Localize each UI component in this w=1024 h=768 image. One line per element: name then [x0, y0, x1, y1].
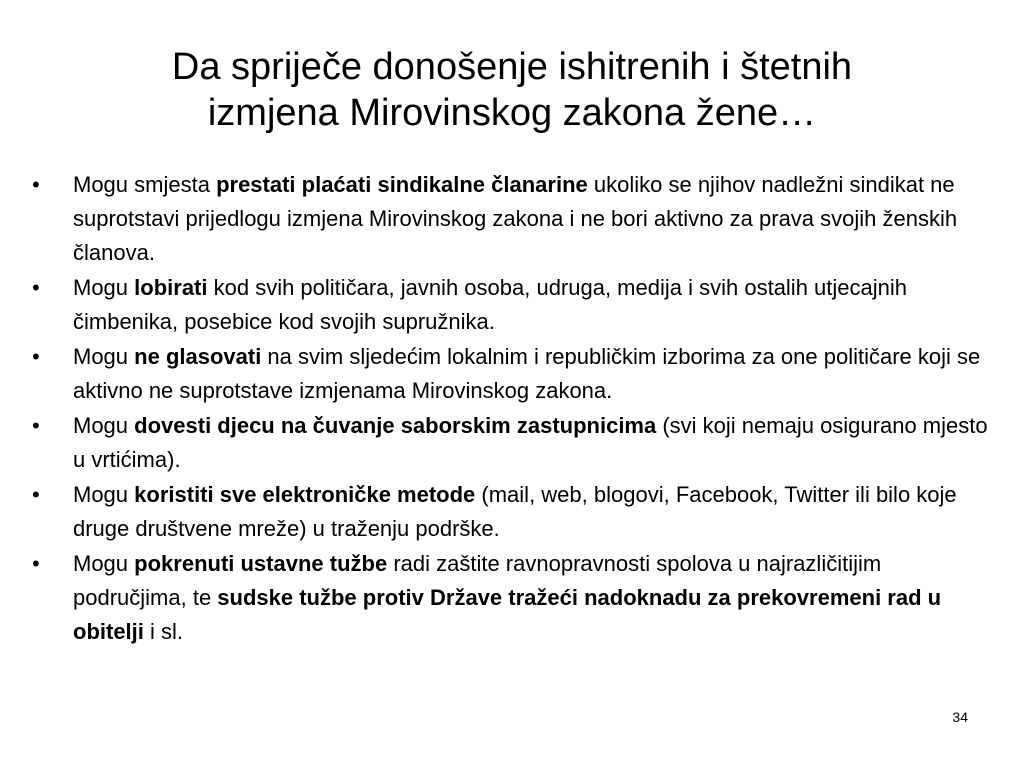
- bullet-dot-icon: •: [32, 551, 40, 576]
- bullet-text: i sl.: [143, 619, 184, 644]
- slide-title-line-2: izmjena Mirovinskog zakona žene…: [207, 92, 817, 134]
- bullet-dot-icon: •: [32, 413, 40, 438]
- bullet-text: Mogu: [73, 551, 135, 576]
- bullet-item: [30, 409, 996, 477]
- bullet-text: Mogu: [73, 275, 135, 300]
- bullet-emphasis: ne glasovati: [134, 344, 262, 369]
- bullet-list: [30, 168, 996, 650]
- slide-title-line-1: Da spriječe donošenje ishitrenih i štetnih: [171, 46, 853, 88]
- bullet-dot-icon: •: [32, 275, 40, 300]
- slide-title: [60, 44, 964, 136]
- bullet-text: na svim sljedećim lokalnim i republičkim izborima za one političare koji se aktivno ne suprotstave izmjenama Mirovinskog zakona.: [73, 344, 981, 403]
- bullet-text: (svi koji nemaju osigurano mjesto u vrtićima).: [73, 413, 988, 472]
- bullet-text: radi zaštite ravnopravnosti spolova u najrazličitijim područjima, te: [73, 551, 882, 610]
- bullet-text: kod svih političara, javnih osoba, udruga, medija i svih ostalih utjecajnih čimbenika, posebice kod svojih supružnika.: [73, 275, 907, 334]
- bullet-emphasis: sudske tužbe protiv Države tražeći nadoknadu za prekovremeni rad u obitelji: [73, 585, 942, 644]
- bullet-emphasis: koristiti sve elektroničke metode: [134, 482, 476, 507]
- bullet-text: (mail, web, blogovi, Facebook, Twitter ili bilo koje druge društvene mreže) u traženju podrške.: [73, 482, 957, 541]
- bullet-text: Mogu: [73, 482, 135, 507]
- page-number: 34: [952, 709, 968, 725]
- bullet-item: [30, 168, 996, 270]
- bullet-text: ukoliko se njihov nadležni sindikat ne suprotstavi prijedlogu izmjena Mirovinskog zakona i ne bori aktivno za prava svojih ženskih članova.: [73, 172, 958, 265]
- bullet-emphasis: pokrenuti ustavne tužbe: [134, 551, 388, 576]
- bullet-text: Mogu smjesta: [73, 172, 217, 197]
- bullet-emphasis: dovesti djecu na čuvanje saborskim zastupnicima: [134, 413, 657, 438]
- bullet-emphasis: prestati plaćati sindikalne članarine: [216, 172, 588, 197]
- bullet-item: [30, 478, 996, 546]
- bullet-item: [30, 271, 996, 339]
- bullet-dot-icon: •: [32, 172, 40, 197]
- bullet-text: Mogu: [73, 413, 135, 438]
- bullet-dot-icon: •: [32, 344, 40, 369]
- bullet-item: [30, 340, 996, 408]
- bullet-dot-icon: •: [32, 482, 40, 507]
- bullet-text: Mogu: [73, 344, 135, 369]
- bullet-emphasis: lobirati: [134, 275, 208, 300]
- bullet-item: [30, 547, 996, 649]
